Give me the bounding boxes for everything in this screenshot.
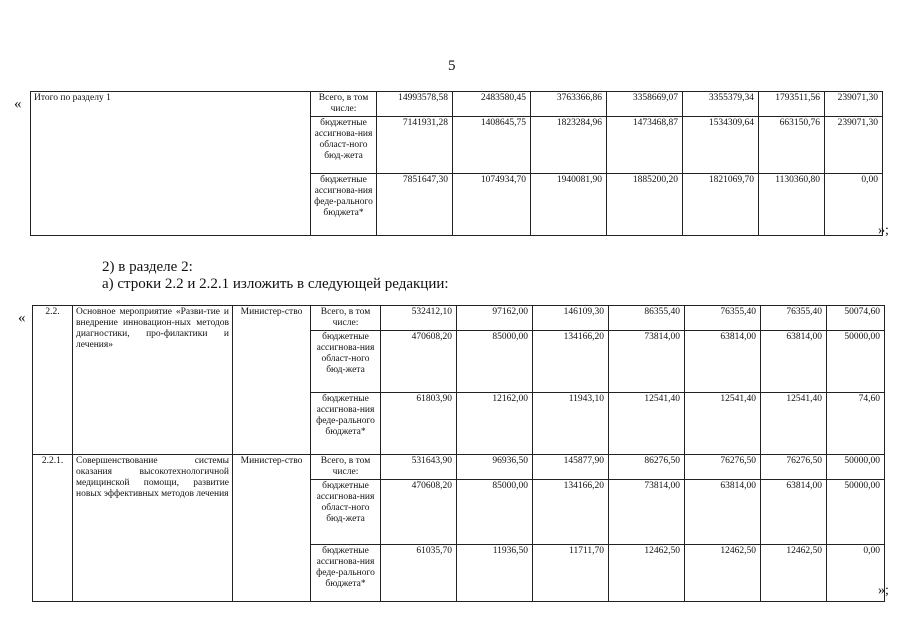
- amount-cell: 11711,70: [533, 545, 609, 602]
- amount-cell: 531643,90: [381, 455, 457, 480]
- amount-cell: 97162,00: [457, 306, 533, 331]
- amendment-rows-instruction: а) строки 2.2 и 2.2.1 изложить в следующей редакции:: [102, 276, 449, 292]
- amount-cell: 12541,40: [685, 393, 761, 455]
- amount-cell: 73814,00: [609, 480, 685, 545]
- funding-source-cell: бюджетные ассигнова-ния област-ного бюд-жета: [311, 117, 377, 174]
- amount-cell: 3358669,07: [607, 92, 683, 117]
- amount-cell: 86276,50: [609, 455, 685, 480]
- funding-source-cell: бюджетные ассигнова-ния феде-рального бюджета*: [311, 174, 377, 236]
- amount-cell: 1074934,70: [453, 174, 531, 236]
- amount-cell: 0,00: [825, 174, 883, 236]
- item-number: 2.2.: [33, 306, 73, 455]
- amount-cell: 239071,30: [825, 92, 883, 117]
- amount-cell: 1793511,56: [759, 92, 825, 117]
- amount-cell: 134166,20: [533, 331, 609, 393]
- amount-cell: 63814,00: [685, 331, 761, 393]
- table-row: [33, 306, 885, 331]
- amount-cell: 1473468,87: [607, 117, 683, 174]
- funding-source-cell: Всего, в том числе:: [311, 455, 381, 480]
- section-total-label: Итого по разделу 1: [31, 92, 311, 236]
- amount-cell: 1885200,20: [607, 174, 683, 236]
- amount-cell: 76355,40: [761, 306, 827, 331]
- funding-source-cell: Всего, в том числе:: [311, 306, 381, 331]
- amount-cell: 12541,40: [761, 393, 827, 455]
- amount-cell: 50074,60: [827, 306, 885, 331]
- amount-cell: 1130360,80: [759, 174, 825, 236]
- amount-cell: 11936,50: [457, 545, 533, 602]
- funding-source-cell: бюджетные ассигнова-ния феде-рального бюджета*: [311, 545, 381, 602]
- amount-cell: 1534309,64: [683, 117, 759, 174]
- page-number: 5: [448, 58, 456, 74]
- funding-source-cell: бюджетные ассигнова-ния област-ного бюд-жета: [311, 480, 381, 545]
- amount-cell: 61035,70: [381, 545, 457, 602]
- amount-cell: 3355379,34: [683, 92, 759, 117]
- amount-cell: 14993578,58: [377, 92, 453, 117]
- amount-cell: 73814,00: [609, 331, 685, 393]
- amount-cell: 85000,00: [457, 480, 533, 545]
- section1-table: [30, 91, 883, 236]
- table-row: [31, 92, 883, 117]
- amount-cell: 239071,30: [825, 117, 883, 174]
- amount-cell: 12462,50: [609, 545, 685, 602]
- funding-source-cell: бюджетные ассигнова-ния област-ного бюд-жета: [311, 331, 381, 393]
- amount-cell: 12162,00: [457, 393, 533, 455]
- item-title: Совершенствование системы оказания высокотехнологичной медицинской помощи, развитие новых эффективных методов лечения: [73, 455, 233, 602]
- amount-cell: 1940081,90: [531, 174, 607, 236]
- amount-cell: 470608,20: [381, 331, 457, 393]
- close-quote: »;: [878, 223, 889, 238]
- amount-cell: 50000,00: [827, 331, 885, 393]
- amount-cell: 146109,30: [533, 306, 609, 331]
- open-quote: «: [14, 96, 22, 112]
- amount-cell: 86355,40: [609, 306, 685, 331]
- section2-table: [32, 305, 885, 602]
- open-quote-2: «: [18, 310, 26, 326]
- amount-cell: 3763366,86: [531, 92, 607, 117]
- amount-cell: 145877,90: [533, 455, 609, 480]
- amount-cell: 470608,20: [381, 480, 457, 545]
- amount-cell: 532412,10: [381, 306, 457, 331]
- table-row: [33, 455, 885, 480]
- amount-cell: 11943,10: [533, 393, 609, 455]
- item-number: 2.2.1.: [33, 455, 73, 602]
- amount-cell: 63814,00: [685, 480, 761, 545]
- amount-cell: 12462,50: [761, 545, 827, 602]
- amount-cell: 12462,50: [685, 545, 761, 602]
- item-title: Основное мероприятие «Разви-тие и внедрение инновацион-ных методов диагностики, про-филактики и лечения»: [73, 306, 233, 455]
- amount-cell: 0,00: [827, 545, 885, 602]
- funding-source-cell: Всего, в том числе:: [311, 92, 377, 117]
- amount-cell: 63814,00: [761, 331, 827, 393]
- funding-source-cell: бюджетные ассигнова-ния феде-рального бюджета*: [311, 393, 381, 455]
- close-quote-2: »;: [878, 583, 889, 598]
- amount-cell: 1821069,70: [683, 174, 759, 236]
- amount-cell: 663150,76: [759, 117, 825, 174]
- amount-cell: 7141931,28: [377, 117, 453, 174]
- amount-cell: 7851647,30: [377, 174, 453, 236]
- amendment-section-2: 2) в разделе 2:: [102, 259, 193, 275]
- amount-cell: 76355,40: [685, 306, 761, 331]
- amount-cell: 85000,00: [457, 331, 533, 393]
- amount-cell: 2483580,45: [453, 92, 531, 117]
- item-executor: Министер-ство: [233, 455, 311, 602]
- amount-cell: 50000,00: [827, 455, 885, 480]
- amount-cell: 1823284,96: [531, 117, 607, 174]
- amount-cell: 63814,00: [761, 480, 827, 545]
- amount-cell: 134166,20: [533, 480, 609, 545]
- amount-cell: 96936,50: [457, 455, 533, 480]
- amount-cell: 74,60: [827, 393, 885, 455]
- amount-cell: 12541,40: [609, 393, 685, 455]
- amount-cell: 76276,50: [761, 455, 827, 480]
- amount-cell: 61803,90: [381, 393, 457, 455]
- amount-cell: 76276,50: [685, 455, 761, 480]
- item-executor: Министер-ство: [233, 306, 311, 455]
- amount-cell: 50000,00: [827, 480, 885, 545]
- amount-cell: 1408645,75: [453, 117, 531, 174]
